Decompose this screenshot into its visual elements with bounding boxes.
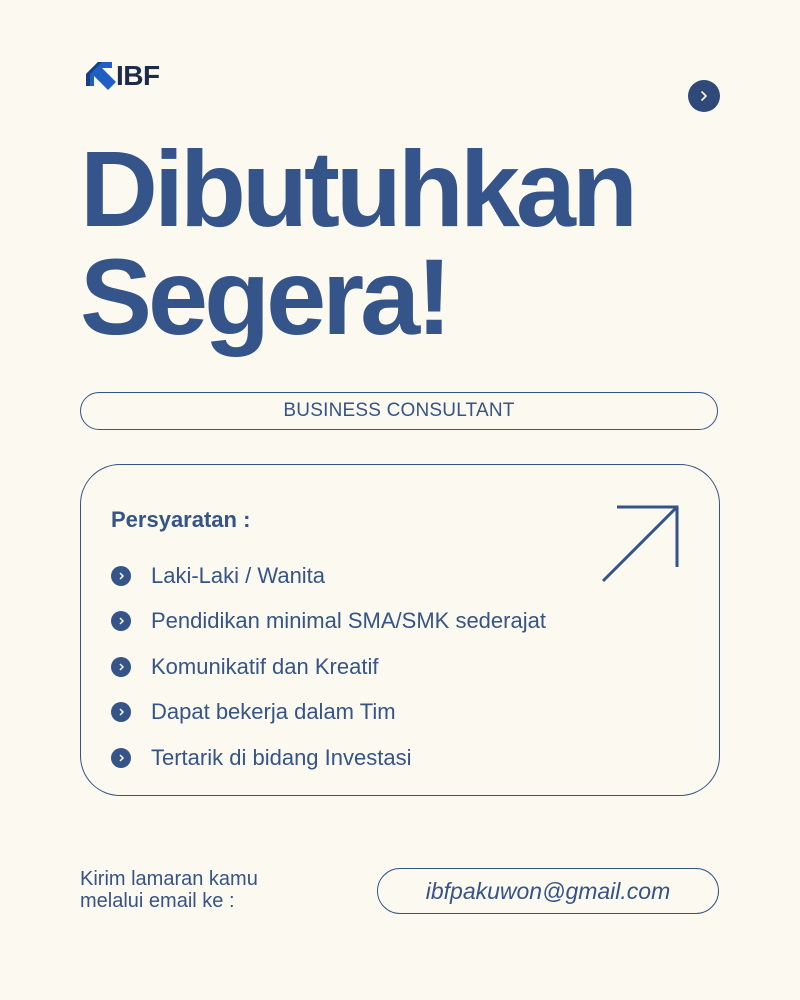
bullet-chevron-icon — [111, 657, 131, 677]
chevron-right-icon — [697, 89, 711, 103]
requirement-item — [111, 735, 546, 781]
logo-text: IBF — [116, 60, 160, 91]
requirement-item — [111, 644, 546, 690]
bullet-chevron-icon — [111, 702, 131, 722]
contact-line-2: melalui email ke : — [80, 890, 235, 912]
next-button[interactable] — [688, 80, 720, 112]
headline — [80, 128, 634, 357]
arrow-up-left-icon — [82, 58, 120, 94]
role-pill — [80, 392, 718, 430]
requirement-item — [111, 599, 546, 645]
email-link[interactable] — [377, 868, 719, 914]
requirement-text: Laki-Laki / Wanita — [151, 562, 326, 588]
contact-label — [80, 868, 340, 912]
brand-logo — [82, 56, 182, 96]
requirements-card — [80, 464, 720, 796]
requirement-item — [111, 553, 546, 599]
requirement-text: Dapat bekerja dalam Tim — [151, 699, 396, 725]
requirements-list — [111, 553, 546, 781]
role-label: BUSINESS CONSULTANT — [283, 400, 515, 421]
bullet-chevron-icon — [111, 566, 131, 586]
requirement-item — [111, 690, 546, 736]
bullet-chevron-icon — [111, 611, 131, 631]
requirements-title: Persyaratan : — [111, 507, 251, 532]
requirement-text: Pendidikan minimal SMA/SMK sederajat — [151, 608, 546, 634]
arrow-up-right-icon — [597, 501, 683, 587]
email-text: ibfpakuwon@gmail.com — [425, 877, 671, 904]
bullet-chevron-icon — [111, 748, 131, 768]
headline-line-1: Dibutuhkan — [80, 128, 634, 249]
headline-line-2: Segera! — [80, 236, 449, 357]
requirement-text: Komunikatif dan Kreatif — [151, 653, 379, 679]
contact-line-1: Kirim lamaran kamu — [80, 868, 258, 890]
requirement-text: Tertarik di bidang Investasi — [151, 744, 412, 770]
